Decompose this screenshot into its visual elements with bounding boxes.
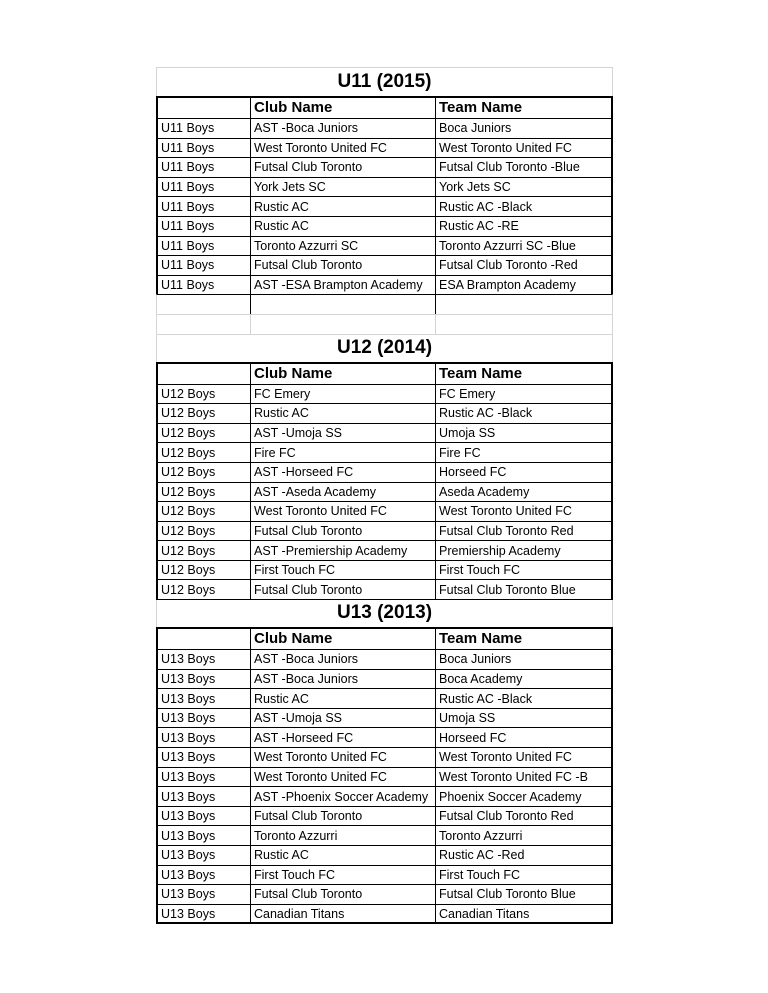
section-title: U12 (2014) <box>156 334 613 362</box>
table-row <box>156 747 613 767</box>
team-name-cell[interactable]: Aseda Academy <box>435 482 613 503</box>
club-name-cell[interactable]: Canadian Titans <box>250 904 436 925</box>
club-name-cell[interactable]: West Toronto United FC <box>250 767 436 788</box>
club-name-cell[interactable]: AST -Boca Juniors <box>250 649 436 670</box>
team-name-cell[interactable]: Rustic AC -RE <box>435 216 613 237</box>
club-name-cell[interactable]: Futsal Club Toronto <box>250 884 436 905</box>
group-cell[interactable]: U12 Boys <box>156 521 251 542</box>
group-cell[interactable]: U11 Boys <box>156 138 251 159</box>
group-cell[interactable]: U12 Boys <box>156 403 251 424</box>
team-name-cell[interactable]: York Jets SC <box>435 177 613 198</box>
group-cell[interactable]: U11 Boys <box>156 275 251 296</box>
group-cell[interactable]: U13 Boys <box>156 806 251 827</box>
table-row <box>156 806 613 826</box>
empty-row <box>156 314 613 334</box>
table-row <box>156 540 613 560</box>
team-name-cell[interactable]: Futsal Club Toronto -Blue <box>435 157 613 178</box>
table-row <box>156 482 613 502</box>
table-row <box>156 236 613 256</box>
empty-cell[interactable] <box>435 294 613 315</box>
group-cell[interactable]: U11 Boys <box>156 216 251 237</box>
team-name-cell[interactable]: Futsal Club Toronto Blue <box>435 884 613 905</box>
team-name-cell[interactable]: West Toronto United FC <box>435 501 613 522</box>
table-row <box>156 216 613 236</box>
section-title: U11 (2015) <box>156 67 613 96</box>
empty-row <box>156 294 613 314</box>
empty-cell[interactable] <box>156 314 251 335</box>
team-name-cell[interactable]: First Touch FC <box>435 560 613 581</box>
header-cell[interactable]: Team Name <box>435 362 613 385</box>
header-cell[interactable]: Club Name <box>250 362 436 385</box>
table-row <box>156 177 613 197</box>
team-name-cell[interactable]: ESA Brampton Academy <box>435 275 613 296</box>
club-name-cell[interactable]: York Jets SC <box>250 177 436 198</box>
header-cell[interactable]: Team Name <box>435 627 613 650</box>
header-cell[interactable] <box>156 362 251 385</box>
group-cell[interactable]: U13 Boys <box>156 747 251 768</box>
team-name-cell[interactable]: Boca Juniors <box>435 649 613 670</box>
club-name-cell[interactable]: AST -Aseda Academy <box>250 482 436 503</box>
header-cell[interactable]: Team Name <box>435 96 613 119</box>
club-name-cell[interactable]: Fire FC <box>250 442 436 463</box>
club-name-cell[interactable]: Rustic AC <box>250 403 436 424</box>
team-name-cell[interactable]: Rustic AC -Black <box>435 196 613 217</box>
table-row <box>156 157 613 177</box>
table-row <box>156 138 613 158</box>
table-row <box>156 669 613 689</box>
header-row <box>156 96 613 118</box>
empty-cell[interactable] <box>156 294 251 315</box>
header-row <box>156 627 613 649</box>
table-row <box>156 708 613 728</box>
table-row <box>156 384 613 404</box>
team-name-cell[interactable]: West Toronto United FC -B <box>435 767 613 788</box>
group-cell[interactable]: U11 Boys <box>156 255 251 276</box>
club-name-cell[interactable]: AST -Boca Juniors <box>250 669 436 690</box>
club-name-cell[interactable]: AST -ESA Brampton Academy <box>250 275 436 296</box>
table-row <box>156 825 613 845</box>
table-row <box>156 521 613 541</box>
club-name-cell[interactable]: Rustic AC <box>250 216 436 237</box>
table-row <box>156 688 613 708</box>
group-cell[interactable]: U12 Boys <box>156 540 251 561</box>
team-name-cell[interactable]: Phoenix Soccer Academy <box>435 786 613 807</box>
table-row <box>156 462 613 482</box>
table-row <box>156 845 613 865</box>
group-cell[interactable]: U13 Boys <box>156 649 251 670</box>
team-name-cell[interactable]: West Toronto United FC <box>435 138 613 159</box>
group-cell[interactable]: U12 Boys <box>156 501 251 522</box>
spreadsheet <box>156 67 613 923</box>
group-cell[interactable]: U12 Boys <box>156 560 251 581</box>
club-name-cell[interactable]: AST -Boca Juniors <box>250 118 436 139</box>
table-row <box>156 884 613 904</box>
empty-cell[interactable] <box>250 314 436 335</box>
group-cell[interactable]: U12 Boys <box>156 423 251 444</box>
club-name-cell[interactable]: AST -Umoja SS <box>250 708 436 729</box>
table-row <box>156 904 613 924</box>
group-cell[interactable]: U12 Boys <box>156 579 251 600</box>
team-name-cell[interactable]: Futsal Club Toronto Red <box>435 521 613 542</box>
team-name-cell[interactable]: Rustic AC -Red <box>435 845 613 866</box>
club-name-cell[interactable]: Toronto Azzurri <box>250 825 436 846</box>
team-name-cell[interactable]: Umoja SS <box>435 708 613 729</box>
group-cell[interactable]: U13 Boys <box>156 904 251 925</box>
club-name-cell[interactable]: Rustic AC <box>250 196 436 217</box>
club-name-cell[interactable]: Futsal Club Toronto <box>250 157 436 178</box>
team-name-cell[interactable]: West Toronto United FC <box>435 747 613 768</box>
group-cell[interactable]: U13 Boys <box>156 825 251 846</box>
group-cell[interactable]: U13 Boys <box>156 727 251 748</box>
team-name-cell[interactable]: Umoja SS <box>435 423 613 444</box>
table-row <box>156 275 613 295</box>
club-name-cell[interactable]: Futsal Club Toronto <box>250 255 436 276</box>
group-cell[interactable]: U13 Boys <box>156 786 251 807</box>
club-name-cell[interactable]: AST -Horseed FC <box>250 727 436 748</box>
header-cell[interactable]: Club Name <box>250 627 436 650</box>
club-name-cell[interactable]: Futsal Club Toronto <box>250 806 436 827</box>
group-cell[interactable]: U13 Boys <box>156 865 251 886</box>
team-name-cell[interactable]: Toronto Azzurri <box>435 825 613 846</box>
team-name-cell[interactable]: Horseed FC <box>435 727 613 748</box>
group-cell[interactable]: U11 Boys <box>156 236 251 257</box>
team-name-cell[interactable]: Fire FC <box>435 442 613 463</box>
club-name-cell[interactable]: Rustic AC <box>250 688 436 709</box>
club-name-cell[interactable]: West Toronto United FC <box>250 138 436 159</box>
group-cell[interactable]: U12 Boys <box>156 482 251 503</box>
header-cell[interactable]: Club Name <box>250 96 436 119</box>
table-row <box>156 786 613 806</box>
group-cell[interactable]: U11 Boys <box>156 157 251 178</box>
team-name-cell[interactable]: Canadian Titans <box>435 904 613 925</box>
table-row <box>156 403 613 423</box>
club-name-cell[interactable]: Futsal Club Toronto <box>250 579 436 600</box>
team-name-cell[interactable]: Boca Academy <box>435 669 613 690</box>
table-row <box>156 423 613 443</box>
club-name-cell[interactable]: West Toronto United FC <box>250 501 436 522</box>
team-name-cell[interactable]: Toronto Azzurri SC -Blue <box>435 236 613 257</box>
club-name-cell[interactable]: West Toronto United FC <box>250 747 436 768</box>
table-row <box>156 196 613 216</box>
empty-cell[interactable] <box>250 294 436 315</box>
team-name-cell[interactable]: Boca Juniors <box>435 118 613 139</box>
group-cell[interactable]: U11 Boys <box>156 196 251 217</box>
group-cell[interactable]: U13 Boys <box>156 688 251 709</box>
table-row <box>156 442 613 462</box>
team-name-cell[interactable]: First Touch FC <box>435 865 613 886</box>
table-row <box>156 727 613 747</box>
empty-cell[interactable] <box>435 314 613 335</box>
table-row <box>156 501 613 521</box>
group-cell[interactable]: U13 Boys <box>156 845 251 866</box>
group-cell[interactable]: U11 Boys <box>156 177 251 198</box>
team-name-cell[interactable]: Futsal Club Toronto Blue <box>435 579 613 600</box>
table-row <box>156 255 613 275</box>
table-row <box>156 579 613 599</box>
club-name-cell[interactable]: First Touch FC <box>250 865 436 886</box>
team-name-cell[interactable]: Futsal Club Toronto -Red <box>435 255 613 276</box>
table-row <box>156 767 613 787</box>
club-name-cell[interactable]: AST -Horseed FC <box>250 462 436 483</box>
header-row <box>156 362 613 384</box>
team-name-cell[interactable]: Rustic AC -Black <box>435 403 613 424</box>
club-name-cell[interactable]: AST -Umoja SS <box>250 423 436 444</box>
group-cell[interactable]: U12 Boys <box>156 442 251 463</box>
table-row <box>156 865 613 885</box>
header-cell[interactable] <box>156 96 251 119</box>
team-name-cell[interactable]: Futsal Club Toronto Red <box>435 806 613 827</box>
club-name-cell[interactable]: Rustic AC <box>250 845 436 866</box>
table-row <box>156 560 613 580</box>
club-name-cell[interactable]: Futsal Club Toronto <box>250 521 436 542</box>
group-cell[interactable]: U12 Boys <box>156 384 251 405</box>
group-cell[interactable]: U13 Boys <box>156 767 251 788</box>
section-title: U13 (2013) <box>156 599 613 627</box>
club-name-cell[interactable]: First Touch FC <box>250 560 436 581</box>
header-cell[interactable] <box>156 627 251 650</box>
group-cell[interactable]: U13 Boys <box>156 884 251 905</box>
team-name-cell[interactable]: FC Emery <box>435 384 613 405</box>
group-cell[interactable]: U13 Boys <box>156 669 251 690</box>
table-row <box>156 649 613 669</box>
group-cell[interactable]: U12 Boys <box>156 462 251 483</box>
team-name-cell[interactable]: Premiership Academy <box>435 540 613 561</box>
team-name-cell[interactable]: Rustic AC -Black <box>435 688 613 709</box>
team-name-cell[interactable]: Horseed FC <box>435 462 613 483</box>
club-name-cell[interactable]: AST -Premiership Academy <box>250 540 436 561</box>
club-name-cell[interactable]: AST -Phoenix Soccer Academy <box>250 786 436 807</box>
group-cell[interactable]: U11 Boys <box>156 118 251 139</box>
group-cell[interactable]: U13 Boys <box>156 708 251 729</box>
club-name-cell[interactable]: FC Emery <box>250 384 436 405</box>
club-name-cell[interactable]: Toronto Azzurri SC <box>250 236 436 257</box>
table-row <box>156 118 613 138</box>
